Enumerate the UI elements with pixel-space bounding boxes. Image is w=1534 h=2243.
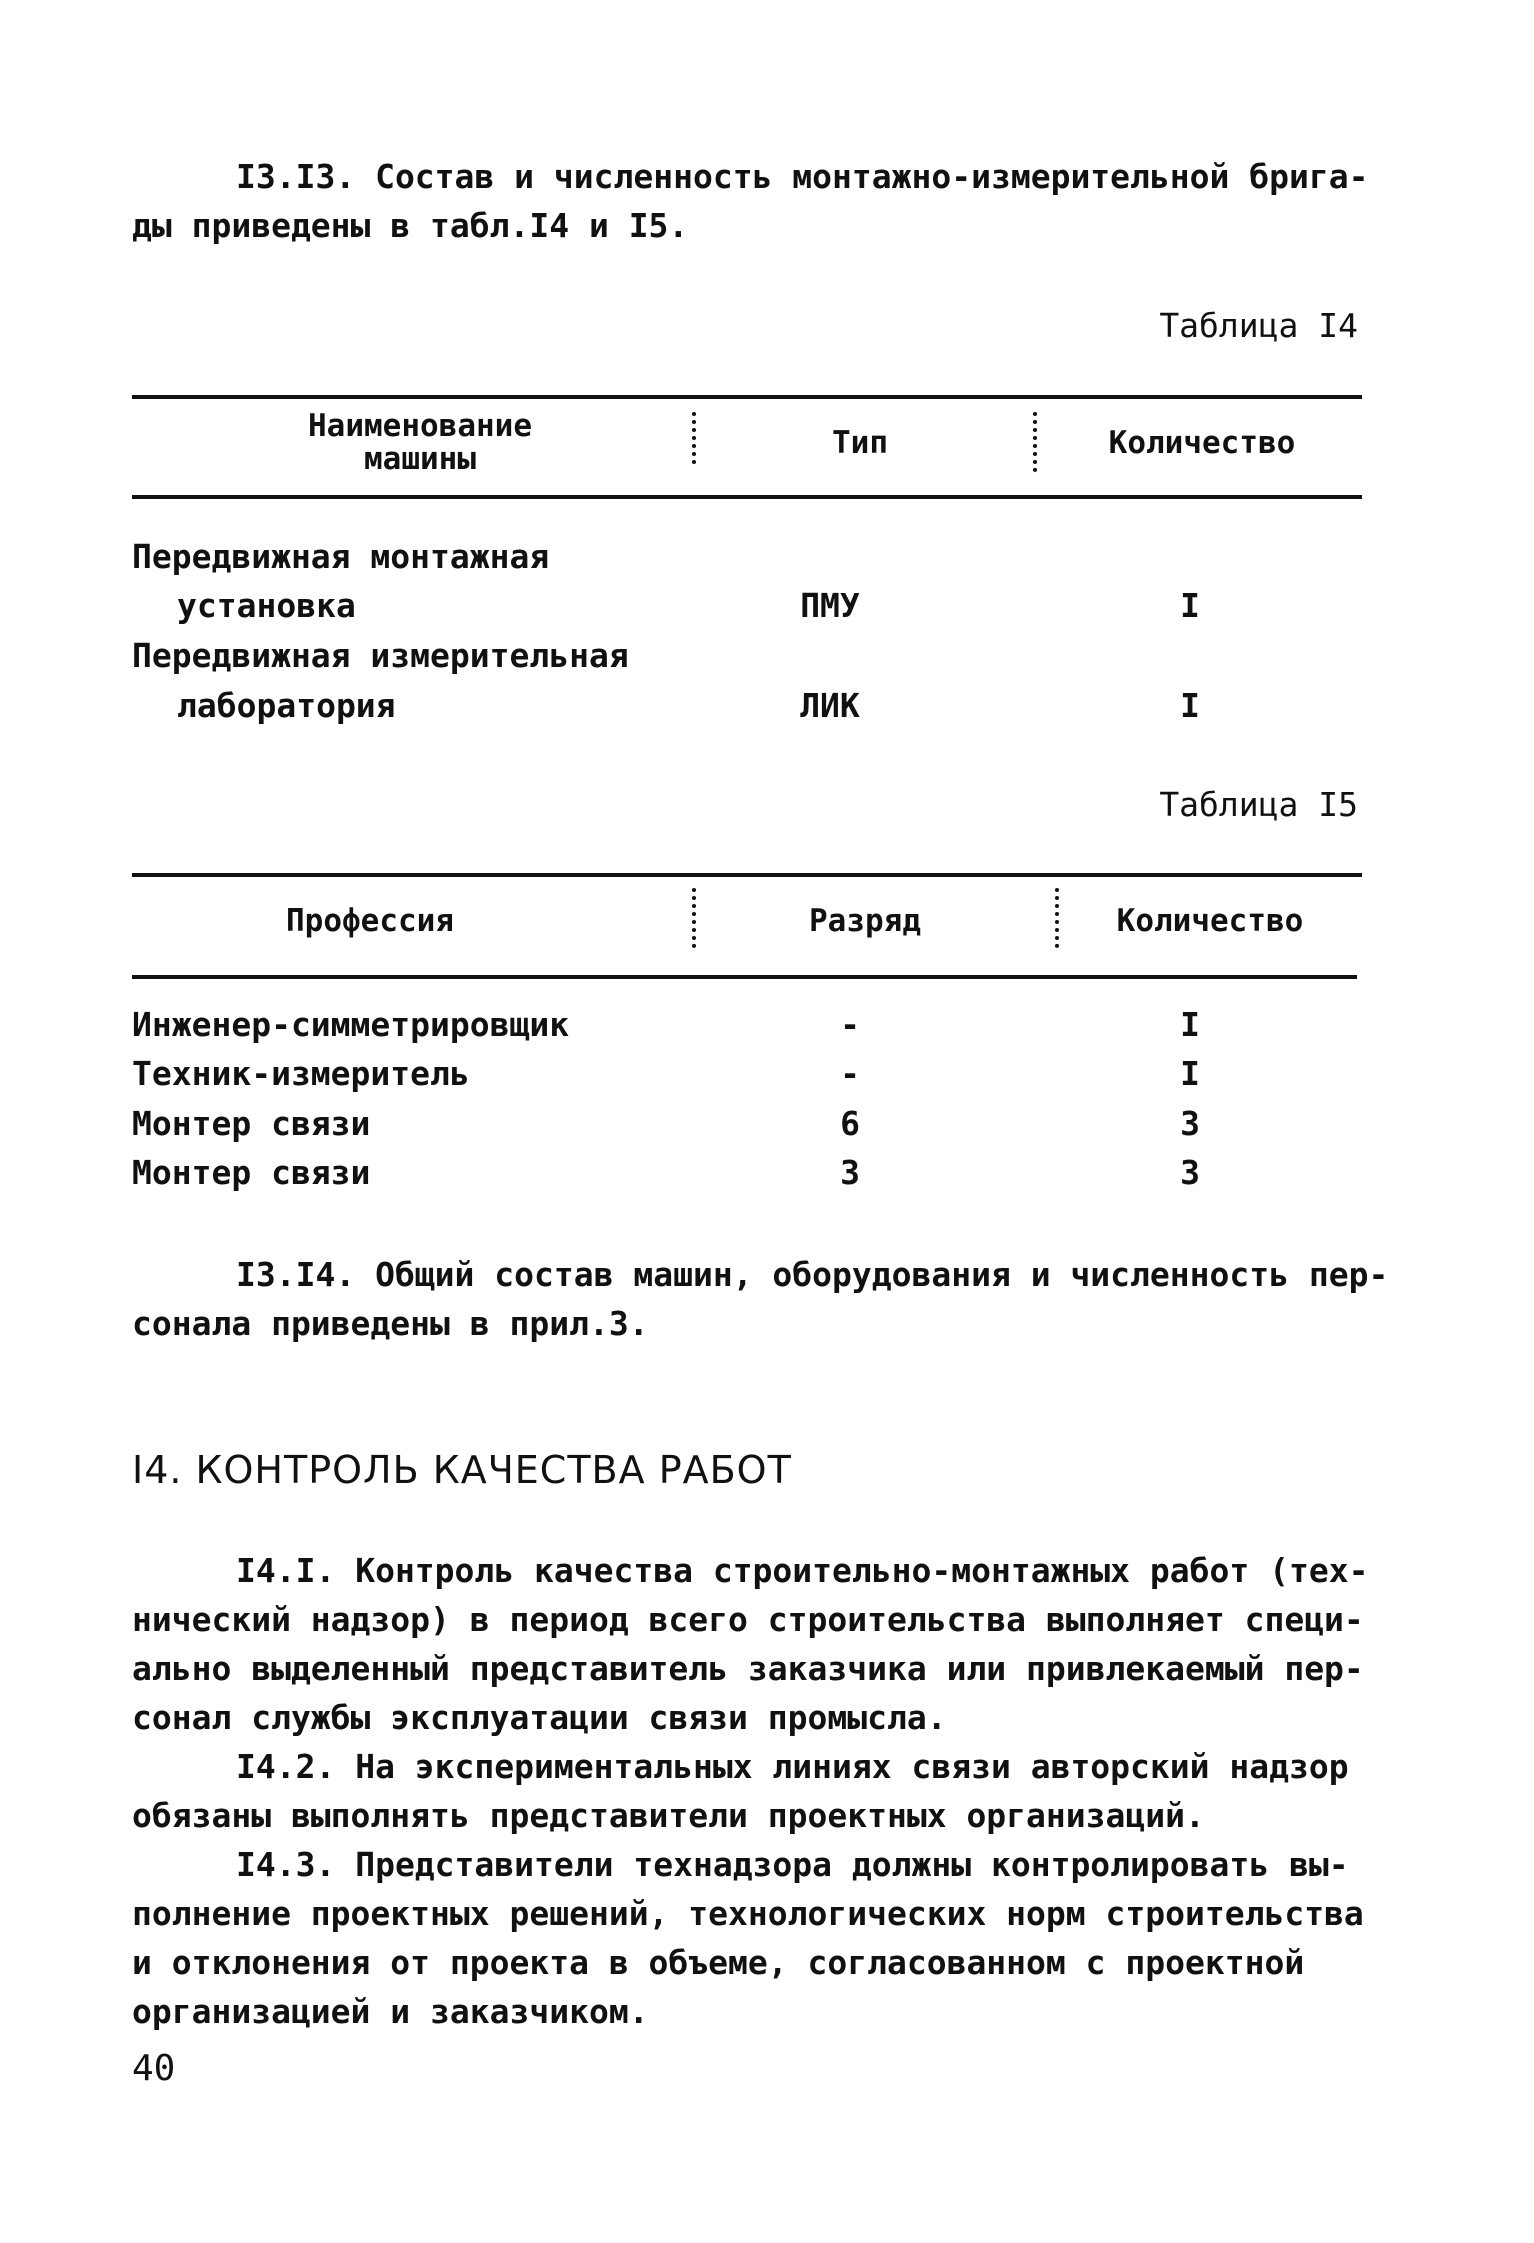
table-14-header-type: Тип: [832, 425, 888, 461]
table-15-header-quantity: Количество: [1116, 903, 1304, 939]
column-separator: [692, 412, 696, 464]
table-14-row-2-name-line-1: Передвижная измерительная: [132, 636, 629, 675]
table-15-row-1-grade: -: [840, 1005, 860, 1044]
table-14-header-quantity: Количество: [1108, 425, 1296, 461]
text-line: I4.I. Контроль качества строительно-монтажных работ (тех-: [236, 1551, 1369, 1590]
text-line: ально выделенный представитель заказчика или привлекаемый пер-: [132, 1649, 1364, 1688]
table-15-row-2-quantity: I: [1180, 1054, 1200, 1093]
table-15-header-profession: Профессия: [286, 903, 454, 939]
column-separator: [1033, 412, 1037, 472]
table-14-header-rule: [132, 495, 1362, 499]
paragraph-14-3: [132, 1840, 1412, 2036]
table-15-row-3-profession: Монтер связи: [132, 1104, 371, 1143]
table-15-row-1-profession: Инженер-симметрировщик: [132, 1005, 570, 1044]
text-line: полнение проектных решений, технологических норм строительства: [132, 1894, 1364, 1933]
table-15-row-4-quantity: 3: [1180, 1153, 1200, 1192]
table-15-row-3-grade: 6: [840, 1104, 860, 1143]
table-14-row-1-quantity: I: [1180, 586, 1200, 625]
column-separator: [1055, 888, 1059, 948]
text-line: сонал службы эксплуатации связи промысла.: [132, 1698, 947, 1737]
text-line: организацией и заказчиком.: [132, 1992, 649, 2031]
text-line: и отклонения от проекта в объеме, согласованном с проектной: [132, 1943, 1305, 1982]
table-14-row-2-name-line-2: лаборатория: [177, 686, 396, 725]
table-15-row-1-quantity: I: [1180, 1005, 1200, 1044]
table-14-row-2-quantity: I: [1180, 686, 1200, 725]
table-15-row-2-grade: -: [840, 1054, 860, 1093]
table-14-top-rule: [132, 395, 1362, 399]
table-14-caption: Таблица I4: [1159, 306, 1358, 345]
page-number: 40: [132, 2048, 176, 2089]
table-15-header-rule: [132, 975, 1357, 979]
text-line: нический надзор) в период всего строительства выполняет специ-: [132, 1600, 1364, 1639]
section-heading: I4. КОНТРОЛЬ КАЧЕСТВА РАБОТ: [132, 1448, 792, 1492]
text-line: I4.2. На экспериментальных линиях связи авторский надзор: [236, 1747, 1349, 1786]
paragraph-13-14: [132, 1250, 1412, 1348]
text-line: ды приведены в табл.I4 и I5.: [132, 206, 689, 245]
paragraph-13-13: [132, 152, 1412, 250]
text-line: I3.I3. Состав и численность монтажно-измерительной брига-: [236, 157, 1369, 196]
table-14-row-1-name-line-2: установка: [177, 586, 356, 625]
text-line: обязаны выполнять представители проектных организаций.: [132, 1796, 1205, 1835]
paragraph-14-2: [132, 1742, 1412, 1840]
table-15-caption: Таблица I5: [1159, 785, 1358, 824]
paragraph-14-1: [132, 1546, 1412, 1742]
table-14-row-1-name-line-1: Передвижная монтажная: [132, 537, 550, 576]
text-line: сонала приведены в прил.3.: [132, 1304, 649, 1343]
table-15-header-grade: Разряд: [809, 903, 921, 939]
column-separator: [692, 888, 696, 948]
table-14-row-1-type: ПМУ: [800, 586, 860, 625]
table-15-row-4-profession: Монтер связи: [132, 1153, 371, 1192]
table-15-row-2-profession: Техник-измеритель: [132, 1054, 470, 1093]
text-line: I4.3. Представители технадзора должны контролировать вы-: [236, 1845, 1349, 1884]
table-14-row-2-type: ЛИК: [800, 686, 860, 725]
text-line: I3.I4. Общий состав машин, оборудования и численность пер-: [236, 1255, 1389, 1294]
table-15-row-4-grade: 3: [840, 1153, 860, 1192]
table-15-top-rule: [132, 873, 1362, 877]
table-15-row-3-quantity: 3: [1180, 1104, 1200, 1143]
table-14-header-name: Наименование машины: [308, 408, 532, 477]
